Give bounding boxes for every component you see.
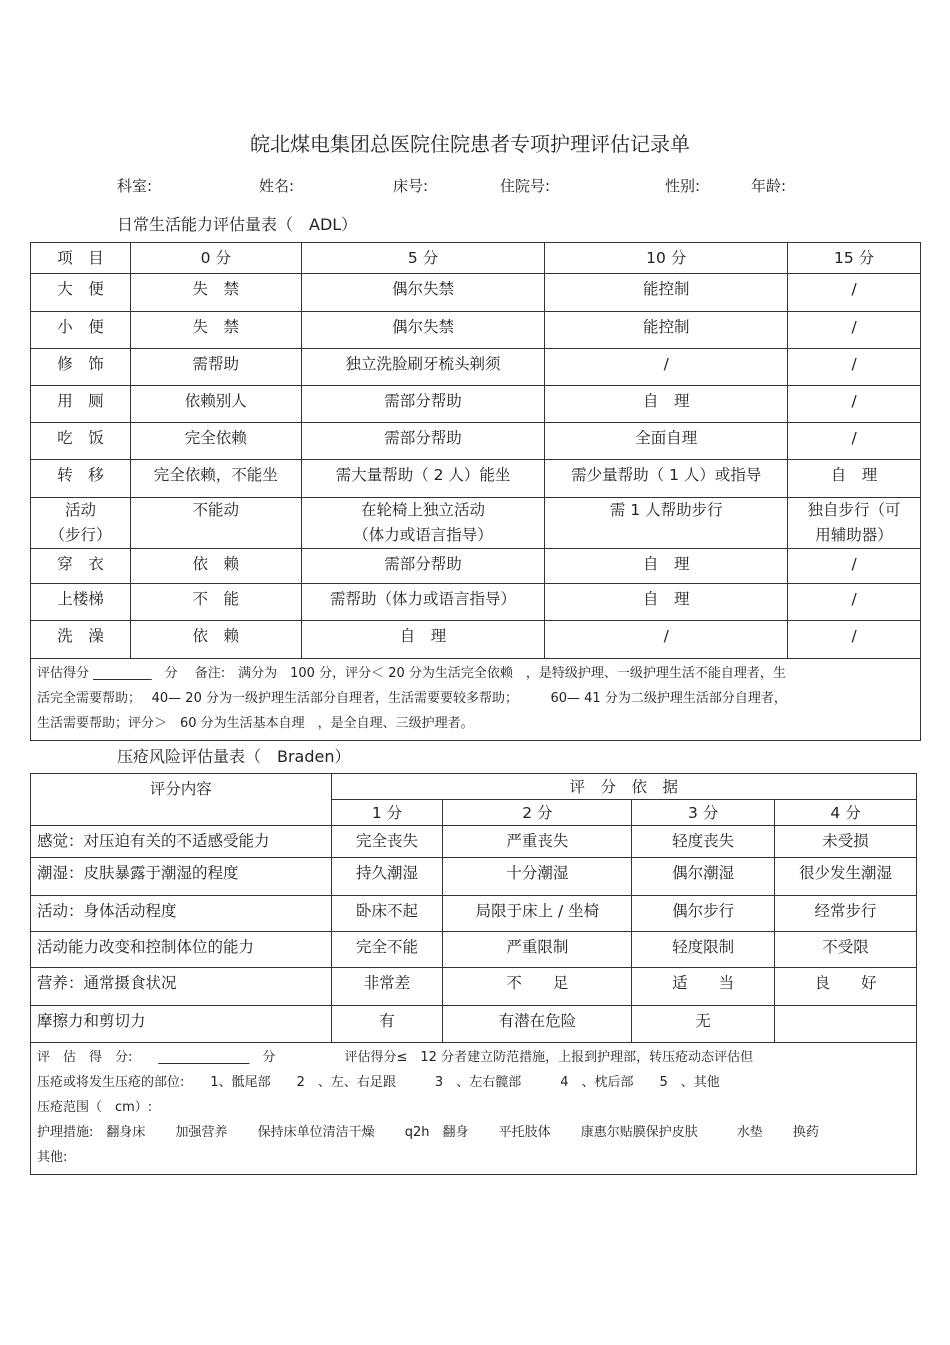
adl-item: 洗 澡 — [31, 621, 131, 659]
braden-cell: 轻度丧失 — [632, 826, 775, 858]
braden-cell: 十分潮湿 — [443, 858, 632, 896]
braden-cell: 卧床不起 — [331, 896, 443, 932]
braden-cell: 偶尔步行 — [632, 896, 775, 932]
braden-note-line: 护理措施: 翻身床 加强营养 保持床单位清洁干燥 q2h 翻身 平托肢体 康惠尔贴膜保护皮肤 水垫 换药 — [37, 1125, 819, 1140]
adl-cell: / — [545, 621, 788, 659]
adl-cell: 偶尔失禁 — [301, 274, 545, 312]
adl-cell: 偶尔失禁 — [301, 312, 545, 349]
braden-note-row — [31, 1043, 917, 1175]
adl-cell: 需部分帮助 — [301, 423, 545, 460]
adl-cell: 依赖别人 — [130, 386, 301, 423]
adl-item: 转 移 — [31, 460, 131, 498]
braden-cell: 有潜在危险 — [443, 1006, 632, 1043]
adl-row-grooming — [31, 349, 921, 386]
braden-score-note — [31, 1043, 917, 1175]
adl-item: 用 厕 — [31, 386, 131, 423]
braden-row-moisture — [31, 858, 917, 896]
adl-cell-line: 用辅助器） — [815, 526, 893, 544]
braden-cell: 有 — [331, 1006, 443, 1043]
adl-score-note — [31, 659, 921, 741]
name-label: 姓名: — [259, 177, 295, 195]
adl-cell: / — [788, 423, 921, 460]
braden-cell — [775, 1006, 917, 1043]
braden-cell: 经常步行 — [775, 896, 917, 932]
adl-item: 上楼梯 — [31, 584, 131, 621]
adl-cell-line: 独自步行（可 — [807, 501, 901, 519]
braden-score-1: 1 分 — [331, 800, 443, 826]
adl-cell: 自 理 — [788, 460, 921, 498]
braden-row-mobility — [31, 932, 917, 968]
adl-cell: 全面自理 — [545, 423, 788, 460]
adl-row-transfer — [31, 460, 921, 498]
adl-item: 吃 饭 — [31, 423, 131, 460]
adl-cell: 依 赖 — [130, 621, 301, 659]
braden-cell: 轻度限制 — [632, 932, 775, 968]
braden-table — [30, 773, 917, 1175]
adl-cell: 需 1 人帮助步行 — [545, 498, 788, 549]
braden-cell: 严重丧失 — [443, 826, 632, 858]
adl-cell: 自 理 — [545, 386, 788, 423]
adl-cell: 依 赖 — [130, 549, 301, 584]
adl-cell — [301, 498, 545, 549]
adl-note-line: 评估得分 _________ 分 备注: 满分为 100 分，评分＜ 20 分为生活完全依赖 ，是特级护理、一级护理生活不能自理者，生 — [37, 666, 786, 681]
adl-section-heading: 日常生活能力评估量表（ ADL） — [117, 215, 358, 234]
adl-item: 穿 衣 — [31, 549, 131, 584]
braden-cell: 持久潮湿 — [331, 858, 443, 896]
adl-row-bowel — [31, 274, 921, 312]
adl-cell: / — [788, 312, 921, 349]
braden-cell: 偶尔潮湿 — [632, 858, 775, 896]
adl-item — [31, 498, 131, 549]
adl-row-feeding — [31, 423, 921, 460]
braden-item: 摩擦力和剪切力 — [31, 1006, 332, 1043]
adl-row-toilet — [31, 386, 921, 423]
adl-cell: 完全依赖 — [130, 423, 301, 460]
adl-header-score-10: 10 分 — [545, 243, 788, 274]
adl-note-row — [31, 659, 921, 741]
adl-cell: 自 理 — [301, 621, 545, 659]
braden-basis-header: 评 分 依 据 — [331, 774, 916, 800]
braden-cell: 适 当 — [632, 968, 775, 1006]
braden-cell: 完全不能 — [331, 932, 443, 968]
braden-cell: 非常差 — [331, 968, 443, 1006]
braden-cell: 良 好 — [775, 968, 917, 1006]
braden-section-heading: 压疮风险评估量表（ Braden） — [117, 747, 351, 766]
adl-row-urine — [31, 312, 921, 349]
braden-cell: 无 — [632, 1006, 775, 1043]
braden-cell: 未受损 — [775, 826, 917, 858]
braden-score-3: 3 分 — [632, 800, 775, 826]
adl-header-score-5: 5 分 — [301, 243, 545, 274]
adl-cell: 需部分帮助 — [301, 386, 545, 423]
adl-header-row — [31, 243, 921, 274]
braden-note-line: 压疮范围（ cm）: — [37, 1100, 153, 1115]
adl-row-dressing — [31, 549, 921, 584]
braden-score-2: 2 分 — [443, 800, 632, 826]
adl-item: 修 饰 — [31, 349, 131, 386]
adl-cell: 需帮助（体力或语言指导） — [301, 584, 545, 621]
adl-header-item: 项 目 — [31, 243, 131, 274]
braden-cell: 完全丧失 — [331, 826, 443, 858]
adl-item: 小 便 — [31, 312, 131, 349]
braden-content-header: 评分内容 — [31, 774, 332, 826]
braden-item: 活动：身体活动程度 — [31, 896, 332, 932]
gender-label: 性别: — [665, 177, 701, 195]
adl-cell: 自 理 — [545, 584, 788, 621]
adl-item-line: （步行） — [49, 526, 112, 544]
bed-label: 床号: — [393, 177, 429, 195]
adl-row-bathing — [31, 621, 921, 659]
adl-row-stairs — [31, 584, 921, 621]
admission-number-label: 住院号: — [500, 177, 551, 195]
adl-cell: 需少量帮助（ 1 人）或指导 — [545, 460, 788, 498]
page-title: 皖北煤电集团总医院住院患者专项护理评估记录单 — [250, 132, 690, 156]
adl-cell: 需部分帮助 — [301, 549, 545, 584]
braden-score-4: 4 分 — [775, 800, 917, 826]
adl-cell: / — [788, 349, 921, 386]
adl-cell: 需大量帮助（ 2 人）能坐 — [301, 460, 545, 498]
adl-cell: / — [788, 549, 921, 584]
braden-item: 潮湿：皮肤暴露于潮湿的程度 — [31, 858, 332, 896]
adl-cell: 不能动 — [130, 498, 301, 549]
braden-row-activity — [31, 896, 917, 932]
adl-cell-line: （体力或语言指导） — [353, 526, 493, 544]
adl-note-line: 活完全需要帮助； 40— 20 分为一级护理生活部分自理者，生活需要要较多帮助； 60— 41 分为二级护理生活部分自理者， — [37, 691, 787, 706]
adl-cell: 自 理 — [545, 549, 788, 584]
adl-cell: 需帮助 — [130, 349, 301, 386]
adl-cell: 失 禁 — [130, 274, 301, 312]
braden-row-nutrition — [31, 968, 917, 1006]
adl-cell: / — [788, 584, 921, 621]
braden-note-line: 其他: — [37, 1150, 68, 1165]
adl-note-line: 生活需要帮助；评分＞ 60 分为生活基本自理 ，是全自理、三级护理者。 — [37, 716, 474, 731]
adl-cell-line: 在轮椅上独立活动 — [361, 501, 486, 519]
adl-cell: / — [788, 274, 921, 312]
adl-cell: / — [788, 386, 921, 423]
braden-note-line: 评 估 得 分: ______________ 分 评估得分≤ 12 分者建立防范措施，上报到护理部，转压疮动态评估但 — [37, 1050, 754, 1065]
adl-cell — [788, 498, 921, 549]
braden-item: 感觉：对压迫有关的不适感受能力 — [31, 826, 332, 858]
braden-cell: 很少发生潮湿 — [775, 858, 917, 896]
braden-cell: 不受限 — [775, 932, 917, 968]
braden-header-row — [31, 774, 917, 800]
adl-cell: 不 能 — [130, 584, 301, 621]
braden-cell: 局限于床上 / 坐椅 — [443, 896, 632, 932]
adl-cell: 完全依赖，不能坐 — [130, 460, 301, 498]
dept-label: 科室: — [117, 177, 153, 195]
braden-cell: 不 足 — [443, 968, 632, 1006]
adl-table — [30, 242, 921, 741]
braden-cell: 严重限制 — [443, 932, 632, 968]
adl-cell: 能控制 — [545, 312, 788, 349]
age-label: 年龄: — [751, 177, 787, 195]
adl-item: 大 便 — [31, 274, 131, 312]
braden-item: 营养：通常摄食状况 — [31, 968, 332, 1006]
adl-header-score-15: 15 分 — [788, 243, 921, 274]
adl-cell: 能控制 — [545, 274, 788, 312]
braden-item: 活动能力改变和控制体位的能力 — [31, 932, 332, 968]
adl-header-score-0: 0 分 — [130, 243, 301, 274]
braden-row-friction — [31, 1006, 917, 1043]
braden-note-line: 压疮或将发生压疮的部位: 1、骶尾部 2 、左、右足跟 3 、左右髋部 4 、枕后部 5 、其他 — [37, 1075, 720, 1090]
adl-cell: 独立洗脸刷牙梳头剃须 — [301, 349, 545, 386]
braden-row-sensory — [31, 826, 917, 858]
adl-cell: 失 禁 — [130, 312, 301, 349]
adl-row-walking — [31, 498, 921, 549]
adl-cell: / — [788, 621, 921, 659]
adl-cell: / — [545, 349, 788, 386]
adl-item-line: 活动 — [64, 501, 96, 519]
